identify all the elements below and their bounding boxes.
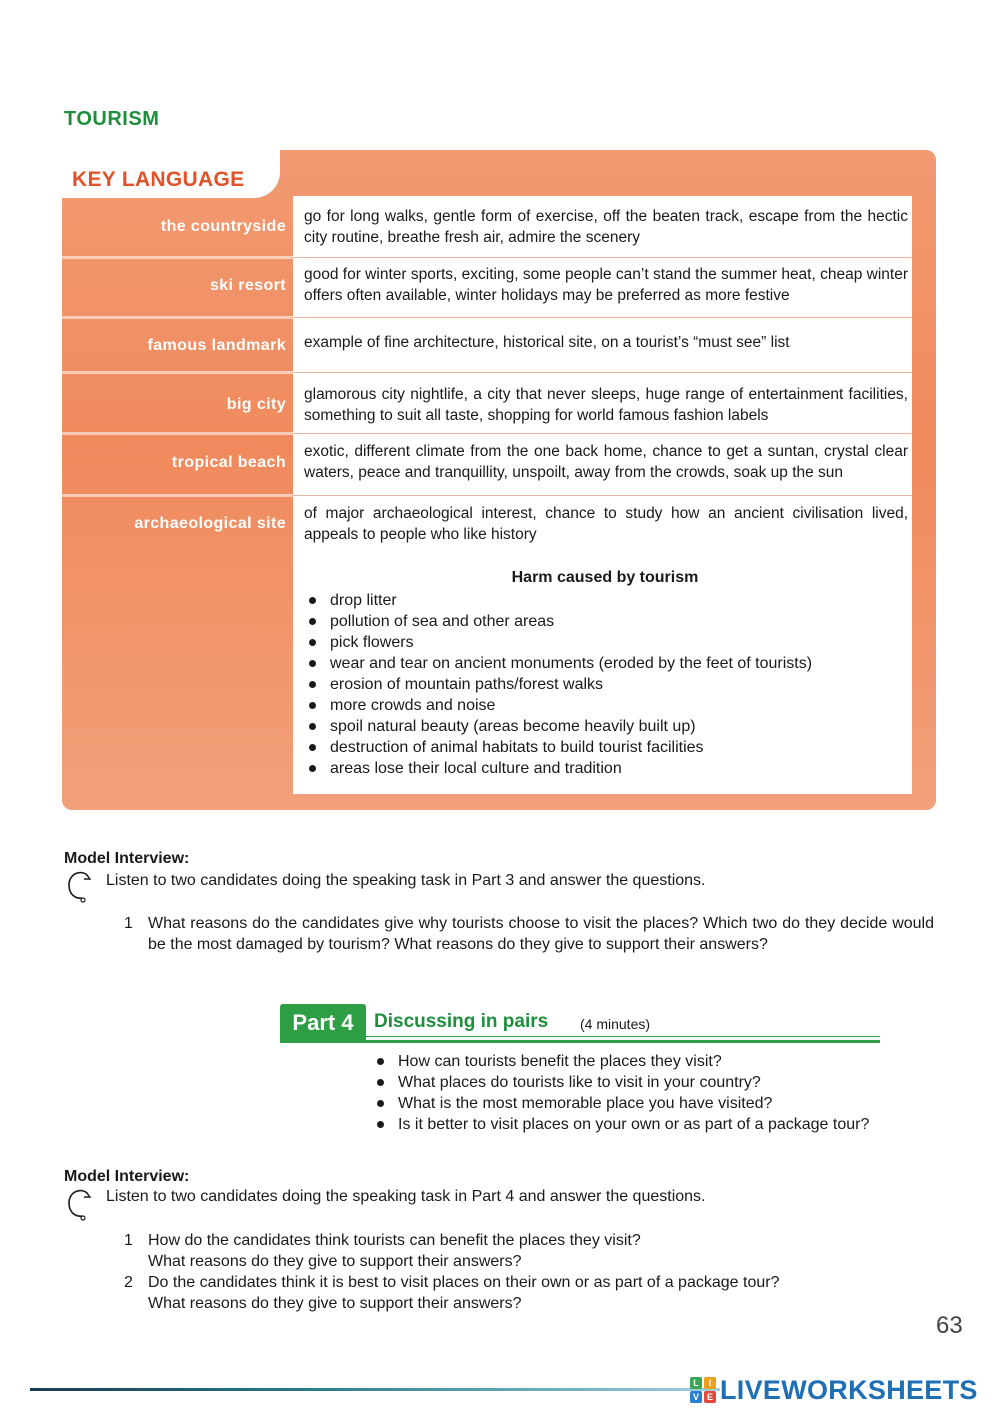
list-item: drop litter bbox=[306, 590, 812, 611]
question-list bbox=[122, 913, 934, 955]
row-divider bbox=[293, 433, 912, 434]
row-divider bbox=[293, 317, 912, 318]
question-text: How do the candidates think tourists can benefit the places they visit? bbox=[148, 1232, 641, 1249]
section-title: TOURISM bbox=[64, 108, 160, 130]
part-badge: Part 4 bbox=[280, 1004, 366, 1042]
harm-title: Harm caused by tourism bbox=[511, 569, 699, 586]
row-separator bbox=[62, 494, 294, 497]
row-description-tropical-beach: exotic, different climate from the one back home, chance to get a suntan, crystal clear waters, peace and tranquillity, unspoilt, away from the crowds, soak up the sun bbox=[304, 443, 908, 481]
question-list bbox=[122, 1230, 934, 1314]
list-item: What places do tourists like to visit in your country? bbox=[374, 1072, 869, 1093]
row-separator bbox=[62, 316, 294, 319]
row-description-big-city: glamorous city nightlife, a city that never sleeps, huge range of entertainment facilities, something to suit all taste, shopping for world famous fashion labels bbox=[304, 386, 908, 424]
question-number: 1 bbox=[124, 915, 133, 932]
part-time: (4 minutes) bbox=[580, 1016, 651, 1032]
brand-grid-icon bbox=[690, 1377, 716, 1403]
list-item: pollution of sea and other areas bbox=[306, 611, 812, 632]
brand-grid-cell: E bbox=[704, 1391, 716, 1403]
row-separator bbox=[62, 432, 294, 435]
part-title: Discussing in pairs bbox=[374, 1011, 549, 1032]
brand-name: LIVEWORKSHEETS bbox=[720, 1374, 978, 1405]
listening-instruction: Listen to two candidates doing the speaking task in Part 4 and answer the questions. bbox=[106, 1188, 706, 1205]
row-separator bbox=[62, 371, 294, 374]
audio-disc-icon[interactable] bbox=[66, 1188, 96, 1222]
part-underline bbox=[280, 1040, 880, 1043]
brand-logo[interactable] bbox=[690, 1373, 978, 1407]
footer-rule bbox=[30, 1388, 720, 1391]
list-item: more crowds and noise bbox=[306, 695, 812, 716]
question-text: What reasons do the candidates give why tourists choose to visit the places? Which two do they decide would be the most damaged by tourism? What reasons do they give to support their answers? bbox=[148, 915, 934, 953]
model-interview-title: Model Interview: bbox=[64, 850, 190, 867]
list-item: Is it better to visit places on your own or as part of a package tour? bbox=[374, 1114, 869, 1135]
list-item: pick flowers bbox=[306, 632, 812, 653]
question-text: Do the candidates think it is best to visit places on their own or as part of a package tour? bbox=[148, 1274, 780, 1291]
row-label-tropical-beach: tropical beach bbox=[171, 454, 286, 471]
part-underline bbox=[366, 1036, 880, 1037]
harm-list bbox=[306, 590, 812, 779]
brand-grid-cell: V bbox=[690, 1391, 702, 1403]
discussion-questions bbox=[374, 1051, 869, 1135]
row-description-ski-resort: good for winter sports, exciting, some people can’t stand the summer heat, cheap winter offers often available, winter holidays may be preferred as more festive bbox=[304, 266, 908, 304]
list-item: erosion of mountain paths/forest walks bbox=[306, 674, 812, 695]
question-text: What reasons do they give to support their answers? bbox=[148, 1295, 522, 1312]
list-item: areas lose their local culture and tradition bbox=[306, 758, 812, 779]
row-label-big-city: big city bbox=[226, 396, 286, 413]
question-text: What reasons do they give to support their answers? bbox=[148, 1253, 522, 1270]
row-label-famous-landmark: famous landmark bbox=[147, 337, 286, 354]
list-item: spoil natural beauty (areas become heavily built up) bbox=[306, 716, 812, 737]
row-divider bbox=[293, 495, 912, 496]
row-label-archaeological-site: archaeological site bbox=[134, 515, 286, 532]
question-item bbox=[122, 1230, 934, 1272]
list-item: How can tourists benefit the places they visit? bbox=[374, 1051, 869, 1072]
brand-grid-cell: I bbox=[704, 1377, 716, 1389]
list-item: destruction of animal habitats to build tourist facilities bbox=[306, 737, 812, 758]
page-number: 63 bbox=[936, 1312, 963, 1339]
brand-grid-cell: L bbox=[690, 1377, 702, 1389]
list-item: What is the most memorable place you have visited? bbox=[374, 1093, 869, 1114]
row-label-ski-resort: ski resort bbox=[209, 277, 286, 294]
audio-disc-icon[interactable] bbox=[66, 870, 96, 904]
list-item: wear and tear on ancient monuments (eroded by the feet of tourists) bbox=[306, 653, 812, 674]
row-description-archaeological-site: of major archaeological interest, chance to study how an ancient civilisation lived, appeals to people who like history bbox=[304, 505, 908, 543]
question-number: 2 bbox=[124, 1274, 133, 1291]
row-description-countryside: go for long walks, gentle form of exercise, off the beaten track, escape from the hectic city routine, breathe fresh air, admire the scenery bbox=[304, 208, 908, 246]
row-label-countryside: the countryside bbox=[160, 218, 286, 235]
question-number: 1 bbox=[124, 1232, 133, 1249]
row-description-famous-landmark: example of fine architecture, historical site, on a tourist’s “must see” list bbox=[304, 334, 790, 351]
key-language-heading: KEY LANGUAGE bbox=[72, 168, 245, 191]
row-divider bbox=[293, 372, 912, 373]
question-item bbox=[122, 913, 934, 955]
question-item bbox=[122, 1272, 934, 1314]
row-divider bbox=[293, 257, 912, 258]
row-separator bbox=[62, 256, 294, 259]
listening-instruction: Listen to two candidates doing the speaking task in Part 3 and answer the questions. bbox=[106, 872, 706, 889]
model-interview-title: Model Interview: bbox=[64, 1168, 190, 1185]
